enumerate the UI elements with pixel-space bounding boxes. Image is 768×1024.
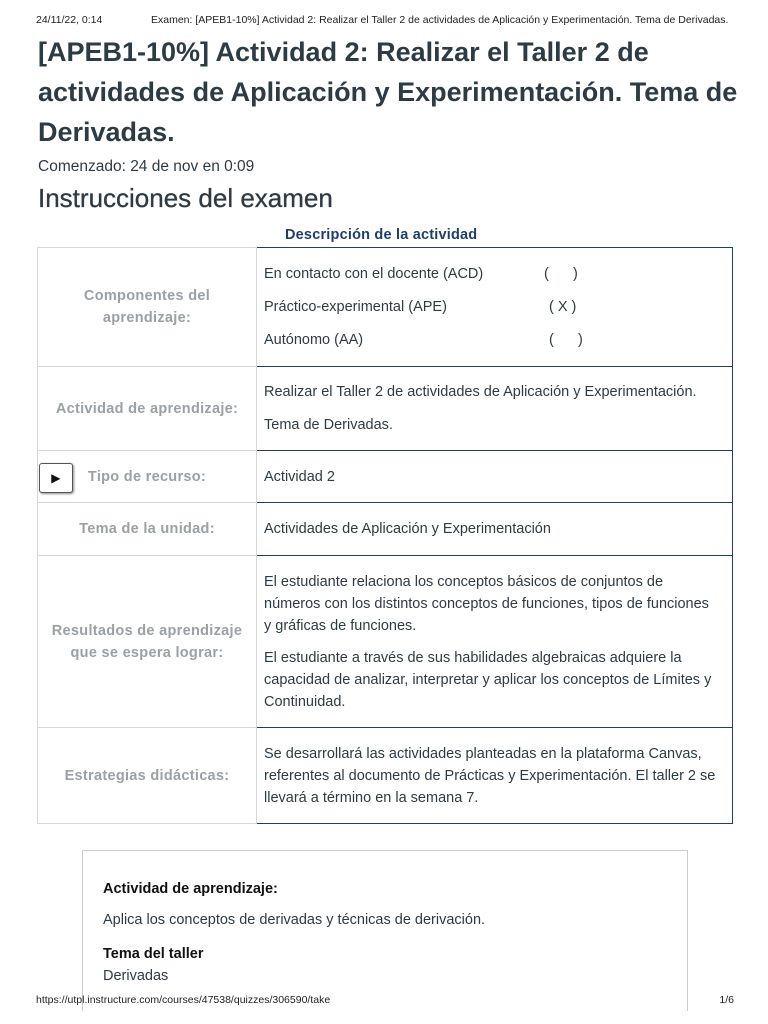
description-table xyxy=(37,247,733,824)
instructions-heading: Instrucciones del examen xyxy=(38,183,333,213)
activity-card xyxy=(82,850,688,1011)
table-row xyxy=(38,451,733,503)
strategies-value: Se desarrollará las actividades planteadas en la plataforma Canvas, referentes al documento de Prácticas y Experimentación. El taller 2 se llevará a término en la semana 7. xyxy=(257,728,733,824)
strategies-label: Estrategias didácticas: xyxy=(38,728,257,824)
table-row xyxy=(38,728,733,824)
page-number: 1/6 xyxy=(719,994,734,1006)
component-item xyxy=(264,258,720,291)
table-row xyxy=(38,503,733,556)
description-caption: Descripción de la actividad xyxy=(285,227,478,243)
component-mark: ( ) xyxy=(544,266,578,282)
unit-topic-value: Actividades de Aplicación y Experimentación xyxy=(257,503,733,556)
results-paragraph: El estudiante relaciona los conceptos básicos de conjuntos de números con los distintos conceptos de funciones, tipos de funciones y gráficas de funciones. xyxy=(264,573,709,634)
table-row xyxy=(38,367,733,451)
print-url: https://utpl.instructure.com/courses/47538/quizzes/306590/take xyxy=(36,994,331,1006)
results-paragraph: El estudiante a través de sus habilidades algebraicas adquiere la capacidad de analizar, interpretar y aplicar los conceptos de Límites y Continuidad. xyxy=(264,649,712,710)
started-timestamp: Comenzado: 24 de nov en 0:09 xyxy=(38,158,255,175)
print-footer xyxy=(0,994,768,1008)
table-row xyxy=(38,556,733,728)
resource-type-value: Actividad 2 xyxy=(257,451,733,503)
main-content xyxy=(38,32,738,215)
component-item xyxy=(264,324,720,357)
resource-type-cell xyxy=(38,451,257,503)
activity-line: Tema de Derivadas. xyxy=(264,417,393,433)
card-heading: Actividad de aprendizaje: xyxy=(103,881,278,897)
component-mark: ( X ) xyxy=(549,299,577,315)
component-name: En contacto con el docente (ACD) xyxy=(264,266,484,282)
card-topic: Derivadas xyxy=(103,968,169,984)
component-mark: ( ) xyxy=(549,332,583,348)
print-header xyxy=(0,14,768,28)
component-name: Autónomo (AA) xyxy=(264,332,364,348)
card-topic-heading: Tema del taller xyxy=(103,946,204,962)
table-row xyxy=(38,248,733,367)
results-label: Resultados de aprendizaje que se espera lograr: xyxy=(38,556,257,728)
component-name: Práctico-experimental (APE) xyxy=(264,299,447,315)
activity-value xyxy=(257,367,733,451)
print-title: Examen: [APEB1-10%] Actividad 2: Realizar el Taller 2 de actividades de Aplicación y Experimentación. Tema de Derivadas. xyxy=(151,14,729,26)
resource-type-label: Tipo de recurso: xyxy=(87,468,207,485)
activity-label: Actividad de aprendizaje: xyxy=(38,367,257,451)
components-value xyxy=(257,248,733,367)
play-button[interactable] xyxy=(39,463,73,493)
results-value xyxy=(257,556,733,728)
play-icon: ▶ xyxy=(51,471,61,485)
component-item xyxy=(264,291,720,324)
card-text: Aplica los conceptos de derivadas y técnicas de derivación. xyxy=(103,912,486,928)
unit-topic-label: Tema de la unidad: xyxy=(38,503,257,556)
activity-line: Realizar el Taller 2 de actividades de Aplicación y Experimentación. xyxy=(264,384,697,400)
components-label: Componentes del aprendizaje: xyxy=(38,248,257,367)
page-title: [APEB1-10%] Actividad 2: Realizar el Taller 2 de actividades de Aplicación y Experimentación. Tema de Derivadas. xyxy=(38,37,738,147)
print-date: 24/11/22, 0:14 xyxy=(36,14,103,26)
